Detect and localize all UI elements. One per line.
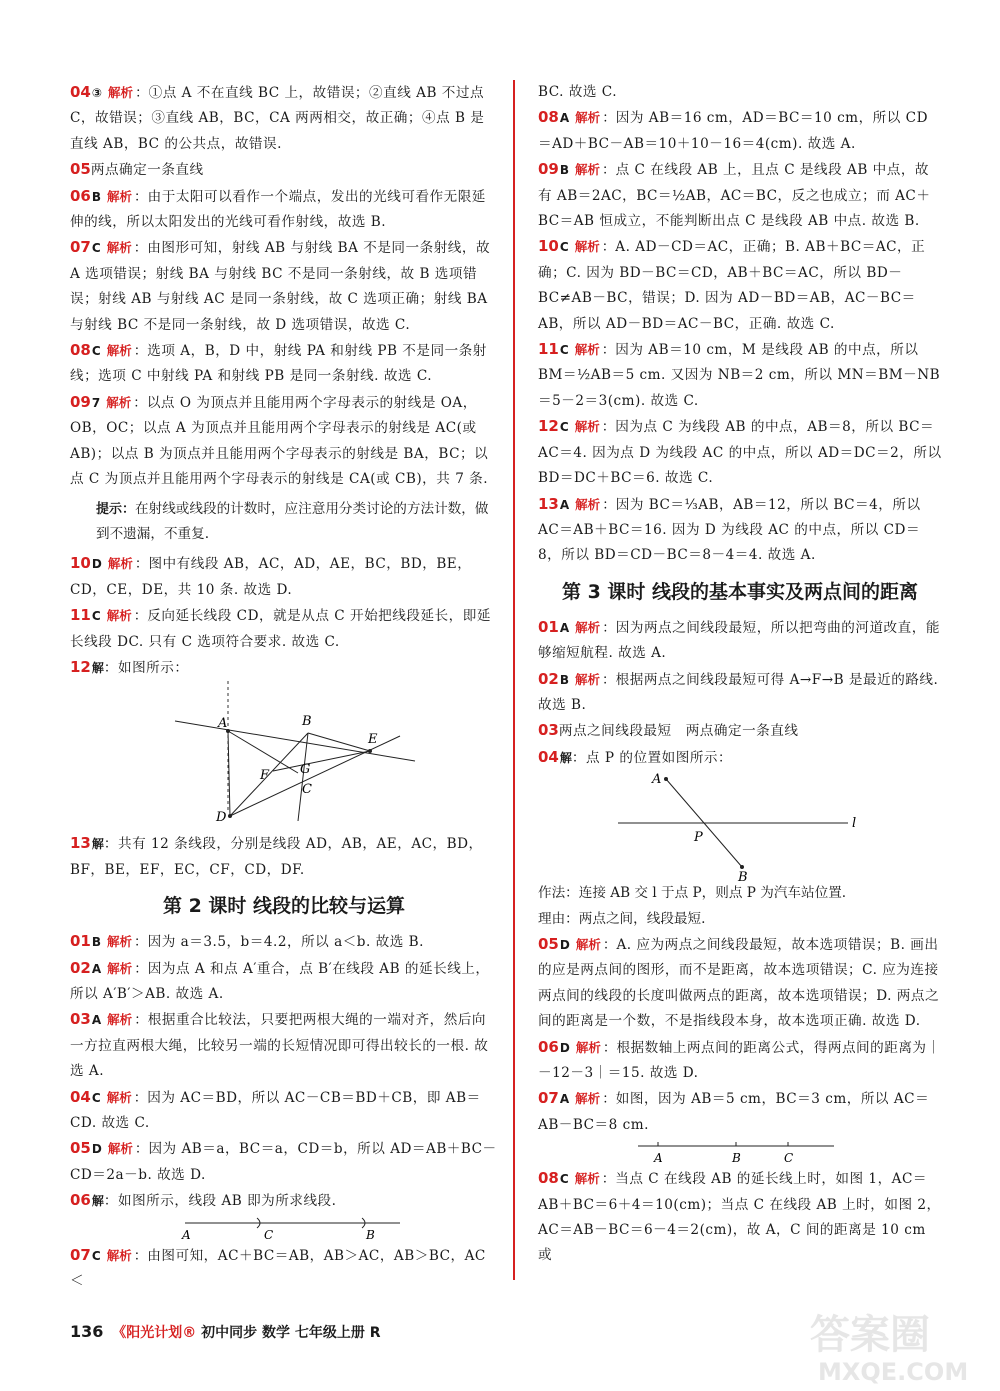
tag-colon: ：	[134, 1141, 149, 1158]
tag-colon: ：	[134, 1012, 148, 1029]
fig04-label-l: l	[852, 816, 857, 832]
answer-item	[538, 492, 942, 569]
analysis-tag: 解析	[575, 1039, 601, 1055]
question-number: 08	[538, 108, 559, 127]
analysis-tag: 解析	[575, 1091, 601, 1107]
answer-text: 反向延长线段 CD，就是从点 C 开始把线段延长，即延长线段 DC. 只有 C 选项符合要求. 故选 C.	[70, 608, 491, 650]
answer-item	[70, 1243, 498, 1295]
figure-q04	[538, 771, 942, 881]
column-divider	[513, 80, 515, 1280]
section-title-lesson3: 第 3 课时 线段的基本事实及两点间的距离	[561, 580, 919, 603]
tag-colon: ：	[602, 936, 617, 953]
answer-item	[538, 234, 942, 337]
analysis-tag: 解析	[106, 394, 132, 410]
question-number: 07	[70, 238, 91, 257]
answer-item	[538, 1166, 942, 1269]
answer-text: 因为 AB＝16 cm，AD＝BC＝10 cm，所以 CD＝AD＋BC－AB＝10＋10－16＝4(cm). 故选 A.	[538, 110, 928, 152]
fig12-line-ac	[228, 731, 298, 773]
answer-choice: D	[91, 557, 102, 572]
answer-item	[538, 1035, 942, 1087]
answer-text: 如图，因为 AB＝5 cm，BC＝3 cm，所以 AC＝AB－BC＝8 cm.	[538, 1091, 930, 1133]
tag-colon: ：	[134, 556, 149, 573]
question-number: 08	[70, 341, 91, 360]
answer-choice: B	[91, 189, 102, 204]
tag-colon: ：	[602, 496, 616, 513]
hint-text: 在射线或线段的计数时，应注意用分类讨论的方法计数，做到不遗漏，不重复.	[96, 500, 489, 542]
answer-choice: C	[559, 1172, 569, 1187]
answer-text: 当点 C 在线段 AB 的延长线上时，如图 1，AC＝AB＋BC＝6＋4＝10(cm)；当点 C 在线段 AB 上时，如图 2，AC＝AB－BC＝6－4＝2(cm)，故 A，C 间的距离是 10 cm 或	[538, 1171, 941, 1264]
answer-item	[70, 1007, 498, 1084]
right-answers-group-1	[538, 80, 942, 569]
answer-choice: C	[559, 420, 569, 435]
answer-item	[70, 184, 498, 236]
watermark-logo	[800, 1300, 990, 1388]
tag-colon: ：	[133, 1089, 148, 1106]
answer-text: 因为点 C 为线段 AB 的中点，AB＝8，所以 BC＝AC＝4. 因为点 D 为线段 AC 的中点，所以 AD＝DC＝2，所以 BD＝DC＋BC＝6. 故选 C.	[538, 419, 942, 487]
right-answers-group-2	[538, 615, 942, 771]
tag-colon: ：	[133, 608, 148, 625]
question-number: 08	[538, 1169, 559, 1188]
fig04-label-p: P	[694, 830, 703, 846]
answer-text: 图中有线段 AB，AC，AD，AE，BC，BD，BE，CD，CE，DE，共 10 条. 故选 D.	[70, 556, 472, 598]
answer-item	[538, 105, 942, 157]
answer-text: ：如图所示，线段 AB 即为所求线段.	[103, 1193, 337, 1210]
answer-item	[70, 338, 498, 390]
answer-item	[70, 551, 498, 603]
tag-colon: ：	[134, 188, 148, 205]
answer-text: 由图可知，AC＋BC＝AB，AB＞AC，AB＞BC，AC＜	[70, 1247, 486, 1290]
answer-choice: 7	[91, 395, 101, 410]
watermark-line2: MXQE.COM	[818, 1358, 969, 1386]
answer-text: A. AD－CD＝AC，正确；B. AB＋BC＝AC，正确；C. 因为 BD－BC＝CD，AB＋BC＝AC，所以 BD－BC≠AB－BC，错误；D. 因为 AD－BD＝AB，AC－BC＝AB，所以 AD－BD＝AC－BC，正确. 故选 C.	[538, 239, 926, 332]
tag-colon: ：	[134, 960, 148, 977]
analysis-tag: 解析	[575, 671, 601, 687]
fig12-label-a: A	[218, 716, 228, 732]
answer-text: ：共有 12 条线段，分别是线段 AD，AB，AE，AC，BD，BF，BE，EF，EC，CF，CD，DF.	[70, 836, 483, 878]
tag-colon: ：	[601, 1171, 616, 1188]
question-number: 09	[538, 160, 559, 179]
tag-colon: ：	[134, 934, 148, 951]
question-number: 04	[70, 1087, 91, 1106]
tag-colon: ：	[602, 1091, 616, 1108]
tag-colon: ：	[602, 162, 616, 179]
tag-colon: ：	[133, 394, 147, 411]
answer-choice: A	[559, 497, 570, 512]
question-number: 10	[70, 554, 91, 573]
answer-choice: C	[559, 240, 569, 255]
question-number: 05	[538, 934, 559, 953]
answer-item	[538, 745, 942, 771]
tag-colon: ：	[133, 1247, 148, 1264]
hint-box	[70, 497, 498, 548]
answer-text: 点 C 在线段 AB 上，且点 C 是线段 AB 中点，故有 AB＝2AC，BC＝½AB，AC＝BC，反之也成立；而 AC＋BC＝AB 恒成立，不能判断出点 C 是线段 AB 中点. 故选 B.	[538, 162, 931, 230]
answer-choice: B	[91, 935, 102, 950]
answer-choice: C	[91, 1248, 101, 1263]
answer-text: 两点确定一条直线	[90, 162, 204, 179]
question-number: 01	[70, 932, 91, 951]
question-number: 07	[70, 1245, 91, 1264]
answer-item	[70, 929, 498, 955]
answer-text: 因为两点之间线段最短，所以把弯曲的河道改直，能够缩短航程. 故选 A.	[538, 619, 940, 662]
right-answers-group-4	[538, 1166, 942, 1269]
fig04-method: 作法：连接 AB 交 l 于点 P，则点 P 为汽车站位置.	[538, 885, 847, 902]
analysis-tag: 解析	[575, 110, 601, 126]
question-number: 07	[538, 1089, 559, 1108]
answer-text: 由于太阳可以看作一个端点，发出的光线可看作无限延伸的线，所以太阳发出的光线可看作射线，故选 B.	[70, 188, 486, 231]
tag-colon: ：	[133, 240, 148, 257]
answer-choice: 解	[91, 837, 104, 852]
fig12-line-ae	[175, 721, 415, 761]
answer-text: ：如图所示：	[103, 659, 189, 676]
answer-item	[538, 414, 942, 491]
answer-text: 两点之间线段最短 两点确定一条直线	[558, 723, 799, 740]
left-answers-group-1	[70, 80, 498, 493]
fig12-label-e: E	[368, 732, 378, 748]
fig04-reason: 理由：两点之间，线段最短.	[538, 910, 706, 927]
fig06-label-b: B	[366, 1227, 375, 1242]
figure-q06	[70, 1215, 498, 1243]
answer-text: ：点 P 的位置如图所示：	[571, 749, 733, 766]
fig04-point-b	[740, 865, 744, 869]
answer-choice: 解	[91, 1194, 104, 1209]
question-number: 04	[70, 83, 91, 101]
answer-text: 根据两点之间线段最短可得 A→F→B 是最近的路线. 故选 B.	[538, 671, 939, 713]
tag-colon: ：	[133, 343, 148, 360]
question-number: 05	[70, 160, 91, 179]
analysis-tag: 解析	[106, 1247, 132, 1263]
answer-choice: C	[559, 343, 569, 358]
analysis-tag: 解析	[574, 419, 600, 435]
answer-item	[538, 337, 942, 414]
question-number: 11	[70, 606, 91, 625]
answer-text: 因为点 A 和点 A′重合，点 B′在线段 AB 的延长线上，所以 A′B′＞AB. 故选 A.	[70, 960, 490, 1002]
footer-subtitle: 初中同步 数学 七年级上册 R	[201, 1325, 381, 1341]
analysis-tag: 解析	[107, 960, 133, 976]
answer-item	[538, 667, 942, 719]
analysis-tag: 解析	[575, 162, 601, 178]
left-answers-group-2	[70, 551, 498, 681]
question-number: 05	[70, 1139, 91, 1158]
fig12-label-g: G	[300, 762, 311, 778]
analysis-tag: 解析	[107, 934, 133, 950]
question-number: 06	[538, 1037, 559, 1056]
tag-colon: ：	[601, 239, 616, 256]
answer-item	[70, 1188, 498, 1214]
page-footer	[70, 1322, 381, 1342]
question-number: 12	[538, 417, 559, 436]
answer-choice: A	[559, 620, 570, 635]
answer-choice: B	[559, 163, 570, 178]
page-number: 136	[70, 1322, 104, 1341]
fig12-line-bc	[298, 733, 311, 821]
tag-colon: ：	[602, 619, 616, 636]
section-title-lesson2: 第 2 课时 线段的比较与运算	[162, 895, 406, 918]
answer-item	[70, 1085, 498, 1137]
analysis-tag: 解析	[108, 85, 134, 100]
answer-item	[538, 615, 942, 667]
tag-colon: ：	[602, 671, 616, 688]
analysis-tag: 解析	[106, 343, 132, 359]
answer-item	[70, 235, 498, 338]
analysis-tag: 解析	[106, 240, 132, 256]
question-number: 06	[70, 186, 91, 205]
answer-item	[70, 831, 498, 883]
answer-item	[538, 80, 942, 105]
analysis-tag: 解析	[106, 608, 132, 624]
answer-item	[538, 1086, 942, 1138]
analysis-tag: 解析	[574, 342, 600, 358]
analysis-tag: 解析	[575, 936, 601, 952]
left-answers-group-5	[70, 1243, 498, 1295]
answer-choice: C	[91, 344, 101, 359]
answer-text: BC. 故选 C.	[538, 84, 618, 100]
right-column	[538, 80, 942, 1269]
figure-q07	[538, 1138, 942, 1166]
answer-choice: A	[559, 111, 570, 126]
answer-text: 因为 a＝3.5，b＝4.2，所以 a＜b. 故选 B.	[147, 934, 424, 951]
answer-text: 根据数轴上两点间的距离公式，得两点间的距离为｜－12－3｜＝15. 故选 D.	[538, 1039, 941, 1081]
answer-choice: B	[559, 672, 570, 687]
left-answers-group-4	[70, 929, 498, 1214]
fig07-label-a: A	[654, 1151, 663, 1166]
fig07-label-b: B	[732, 1151, 741, 1166]
answer-text: 以点 O 为顶点并且能用两个字母表示的射线是 OA，OB，OC；以点 A 为顶点并且能用两个字母表示的射线是 AC(或 AB)；以点 B 为顶点并且能用两个字母表示的射线是 BA，BC；以点 C 为顶点并且能用两个字母表示的射线是 CA(或 CB)，共 7 条.	[70, 394, 489, 488]
tag-colon: ：	[602, 1039, 617, 1056]
tag-colon: ：	[601, 342, 616, 359]
brand-name: 《阳光计划®	[112, 1325, 197, 1341]
question-number: 03	[538, 721, 559, 740]
answer-item	[70, 157, 498, 183]
fig12-label-d: D	[216, 810, 227, 826]
question-number: 13	[538, 494, 559, 513]
left-column	[70, 80, 498, 1294]
answer-item	[70, 603, 498, 655]
fig04-label-a: A	[652, 772, 662, 788]
fig12-label-b: B	[302, 714, 312, 730]
answer-choice: C	[91, 609, 101, 624]
answer-item	[70, 956, 498, 1008]
right-answers-group-3	[538, 932, 942, 1138]
question-number: 13	[70, 834, 91, 853]
answer-text: 选项 A，B，D 中，射线 PA 和射线 PB 不是同一条射线；选项 C 中射线 PA 和射线 PB 是同一条射线. 故选 C.	[70, 343, 487, 385]
fig04-label-b: B	[738, 870, 748, 882]
answer-item	[70, 390, 498, 493]
watermark-line1: 答案圈	[810, 1312, 930, 1358]
answer-choice: C	[91, 1090, 101, 1105]
analysis-tag: 解析	[575, 619, 601, 635]
analysis-tag: 解析	[574, 1171, 600, 1187]
answer-text: 因为 AC＝BD，所以 AC－CB＝BD＋CB，即 AB＝CD. 故选 C.	[70, 1089, 481, 1131]
answer-choice: ③	[91, 86, 103, 100]
analysis-tag: 解析	[107, 1012, 133, 1028]
left-answers-group-3	[70, 831, 498, 883]
answer-choice: 解	[91, 660, 104, 675]
question-number: 02	[70, 958, 91, 977]
answer-text: 因为 AB＝a，BC＝a，CD＝b，所以 AD＝AB＋BC－CD＝2a－b. 故选 D.	[70, 1141, 497, 1183]
question-number: 02	[538, 669, 559, 688]
analysis-tag: 解析	[106, 1089, 132, 1105]
fig06-label-a: A	[182, 1227, 191, 1242]
answer-text: A. 应为两点之间线段最短，故本选项错误；B. 画出的应是两点间的图形，而不是距离，故本选项错误；C. 应为连接两点间的线段的长度叫做两点的距离，故本选项错误；D. 两点之间的距离是一个数，不是指线段本身，故本选项正确. 故选 D.	[538, 936, 940, 1030]
answer-choice: 解	[559, 750, 572, 765]
answer-text: 因为 AB＝10 cm，M 是线段 AB 的中点，所以 BM＝½AB＝5 cm. 又因为 NB＝2 cm，所以 MN＝BM－NB＝5－2＝3(cm). 故选 C.	[538, 342, 941, 409]
answer-text: 因为 BC＝⅓AB，AB＝12，所以 BC＝4，所以 AC＝AB＋BC＝16. 因为 D 为线段 AC 的中点，所以 CD＝8，所以 BD＝CD－BC＝8－4＝4. 故选 A.	[538, 496, 921, 564]
question-number: 11	[538, 340, 559, 359]
answer-text: 由图形可知，射线 AB 与射线 BA 不是同一条射线，故 A 选项错误；射线 BA 与射线 BC 不是同一条射线，故 B 选项错误；射线 AB 与射线 AC 是同一条射线，故 C 选项正确；射线 BA 与射线 BC 不是同一条射线，故 D 选项错误，故选 C.	[70, 240, 491, 333]
answer-item	[538, 157, 942, 234]
answer-item	[538, 932, 942, 1035]
answer-choice: A	[91, 1013, 102, 1028]
tag-colon: ：	[601, 419, 616, 436]
analysis-tag: 解析	[107, 556, 133, 572]
question-number: 10	[538, 237, 559, 256]
question-number: 06	[70, 1191, 91, 1210]
question-number: 03	[70, 1010, 91, 1029]
answer-choice: C	[91, 241, 101, 256]
fig12-point-d	[228, 814, 232, 818]
analysis-tag: 解析	[575, 496, 601, 512]
hint-label: 提示：	[96, 501, 136, 517]
answer-item	[70, 655, 498, 681]
tag-colon: ：	[602, 110, 616, 127]
question-number: 01	[538, 617, 559, 636]
fig12-point-e	[368, 749, 372, 753]
fig12-label-c: C	[302, 782, 312, 798]
question-number: 04	[538, 747, 559, 766]
fig04-point-a	[664, 777, 668, 781]
answer-item	[70, 80, 498, 157]
analysis-tag: 解析	[107, 1141, 133, 1157]
fig07-label-c: C	[784, 1151, 794, 1166]
question-number: 09	[70, 392, 91, 411]
answer-choice: A	[91, 961, 102, 976]
fig12-label-f: F	[260, 768, 270, 784]
figure-q12	[70, 681, 498, 831]
fig12-line-fe	[273, 751, 370, 771]
analysis-tag: 解析	[107, 188, 133, 204]
answer-choice: A	[559, 1092, 570, 1107]
question-number: 12	[70, 657, 91, 676]
fig06-label-c: C	[264, 1227, 274, 1242]
answer-choice: D	[559, 937, 570, 952]
answer-choice: D	[559, 1040, 570, 1055]
answer-choice: D	[91, 1142, 102, 1157]
tag-colon: ：	[135, 85, 149, 101]
answer-text: 根据重合比较法，只要把两根大绳的一端对齐，然后向一方拉直两根大绳，比较另一端的长短情况即可得出较长的一根. 故选 A.	[70, 1012, 489, 1080]
analysis-tag: 解析	[574, 239, 600, 255]
answer-text: ①点 A 不在直线 BC 上，故错误；②直线 AB 不过点 C，故错误；③直线 AB，BC，CA 两两相交，故正确；④点 B 是直线 AB，BC 的公共点，故错误.	[70, 85, 485, 152]
answer-item	[70, 1136, 498, 1188]
answer-item	[538, 718, 942, 744]
